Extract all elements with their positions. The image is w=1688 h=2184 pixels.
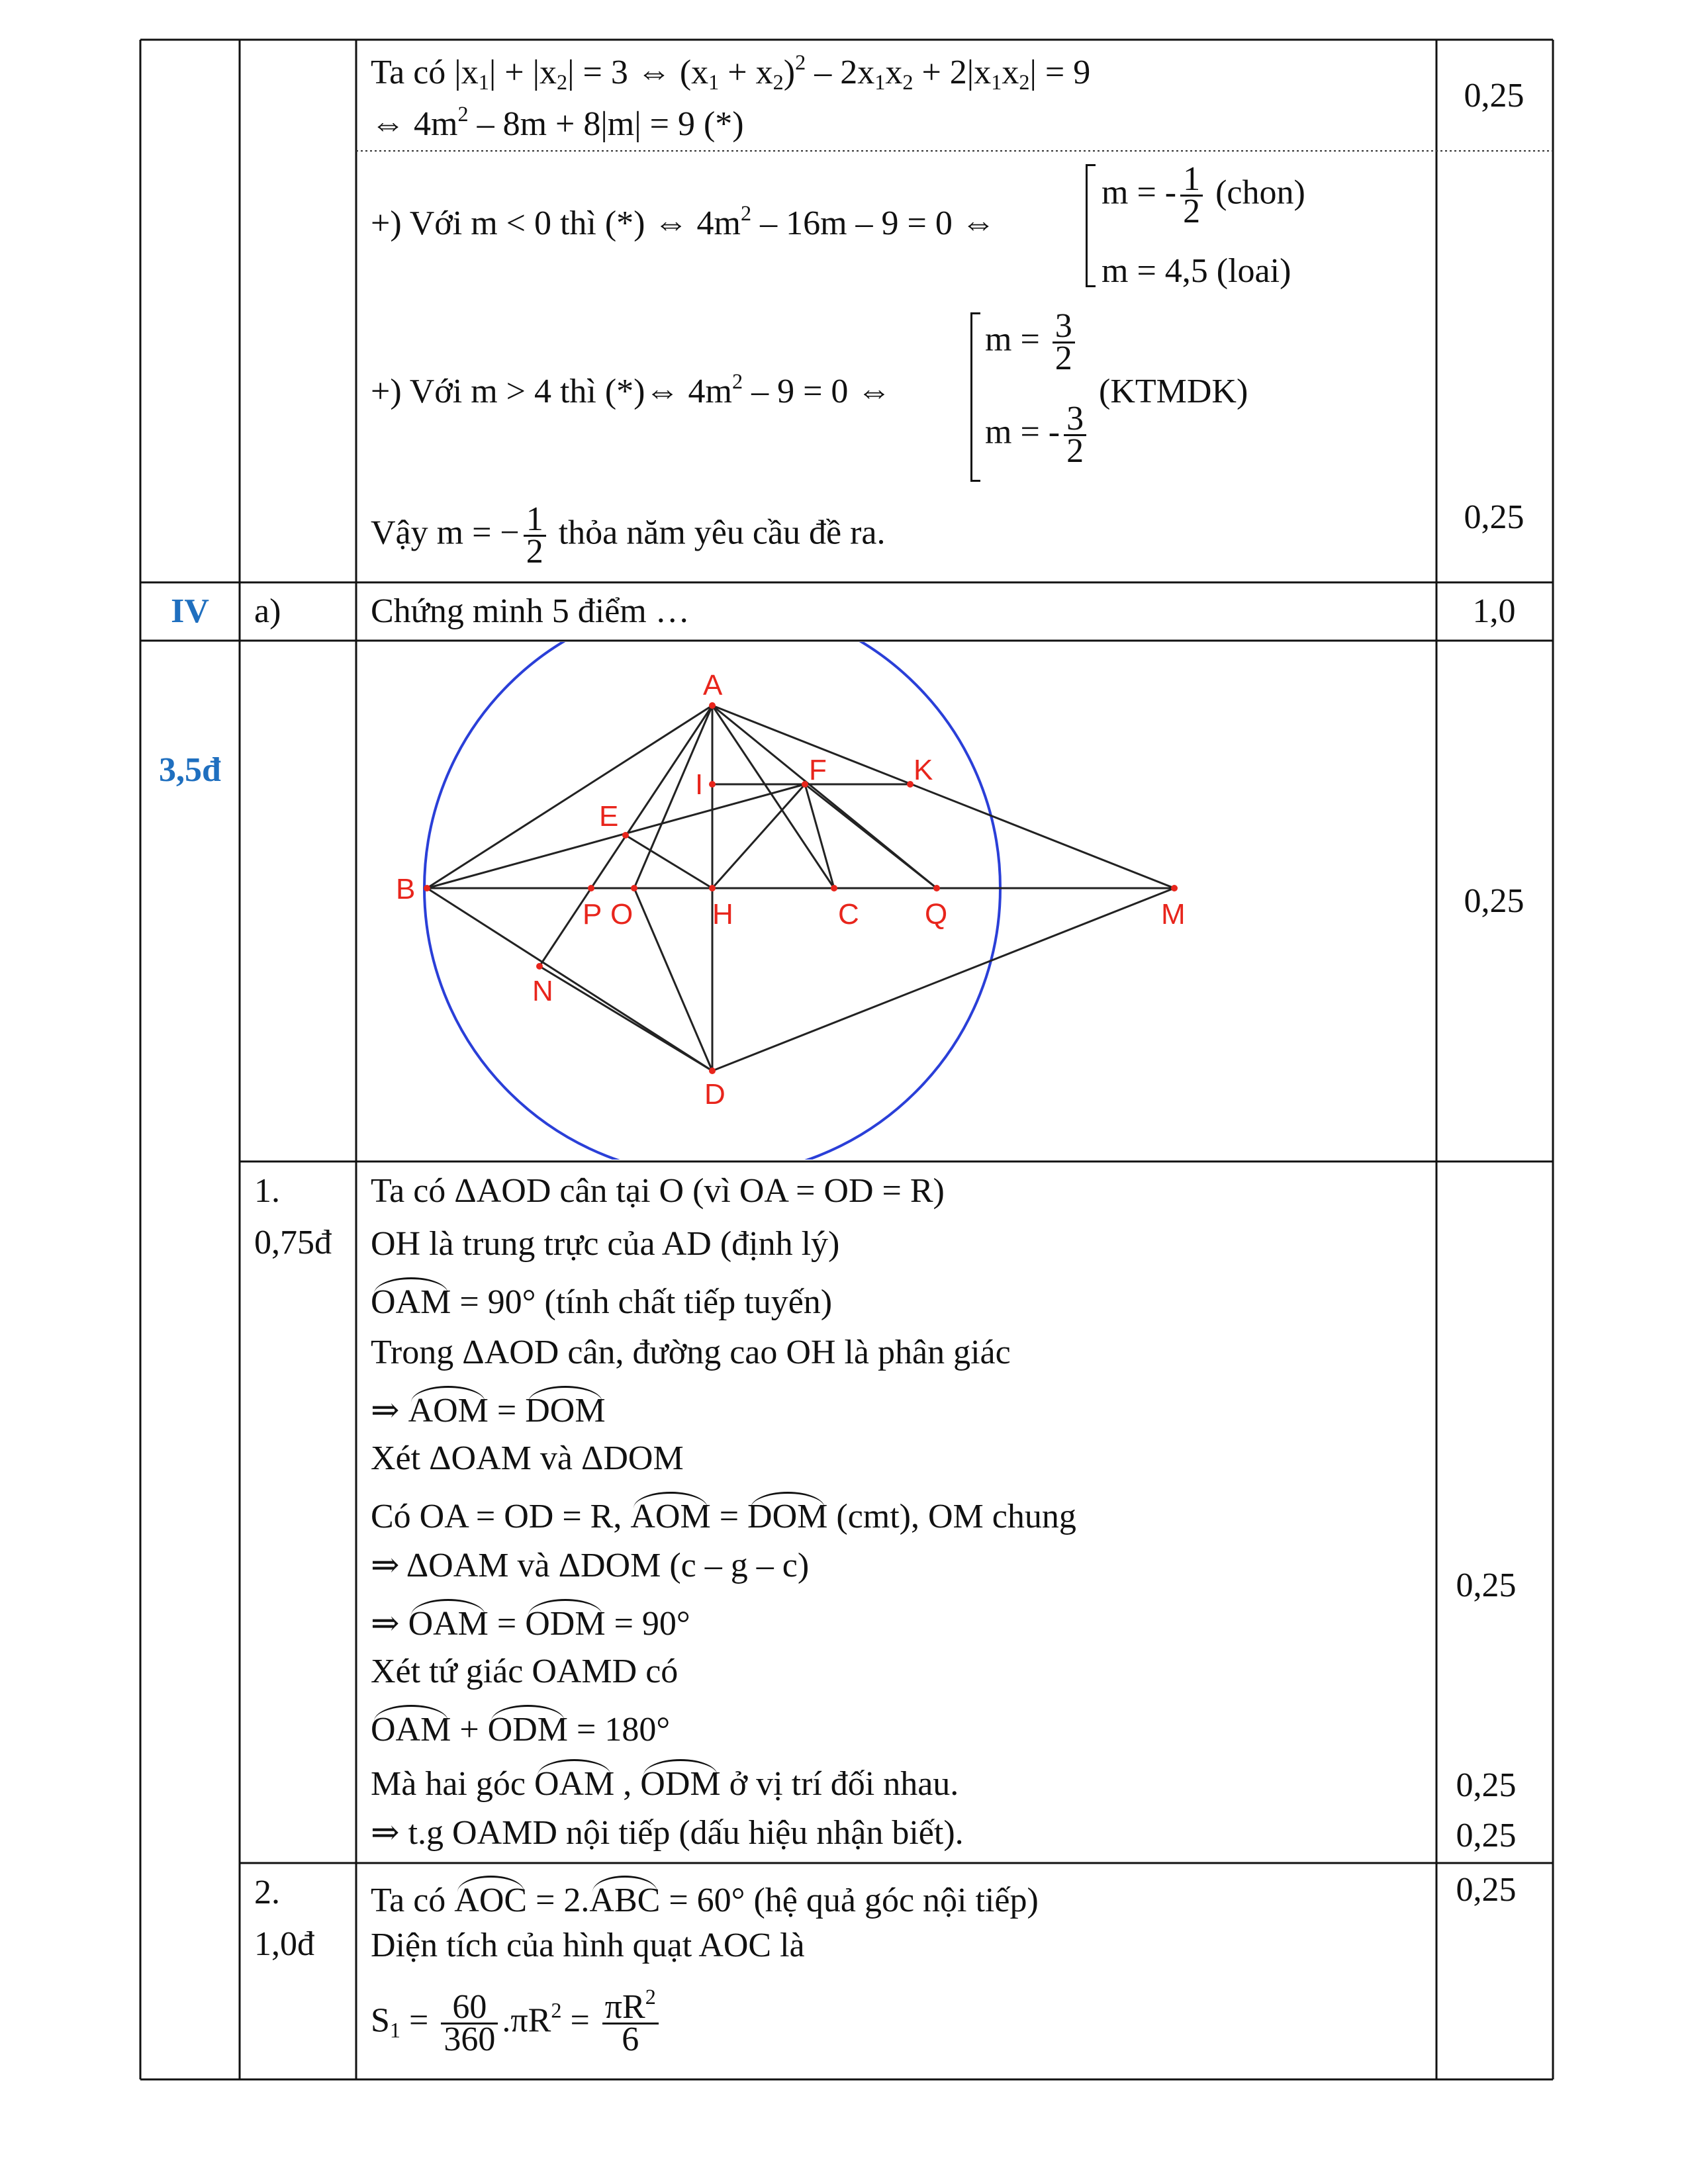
- part1-line-6: Xét ΔOAM và ΔDOM: [371, 1439, 684, 1477]
- part1-score-b: 0,25: [1456, 1766, 1517, 1804]
- case-2-option-1: m = $\frac{3}{2}$: [985, 311, 1079, 374]
- label-A: A: [703, 669, 723, 702]
- part2-score: 0,25: [1456, 1871, 1517, 1909]
- case-1-option-2: m = 4,5 (loai): [1102, 252, 1291, 290]
- label-K: K: [914, 754, 933, 786]
- label-E: E: [599, 800, 619, 833]
- part1-line-2: OH là trung trực của AD (định lý): [371, 1225, 840, 1263]
- part-points: 1,0: [1472, 592, 1516, 630]
- part1-line-4: Trong ΔAOD cân, đường cao OH là phân giác: [371, 1334, 1011, 1371]
- eq-line-2: ⇔ $4m^2 - 8m + 8|m| = 9$ (*): [371, 102, 744, 143]
- figure-score: 0,25: [1464, 882, 1524, 920]
- part1-line-3: OAM = 90° (tính chất tiếp tuyến): [371, 1279, 832, 1322]
- segment-AP: [591, 705, 712, 888]
- case-2-bracket: [970, 312, 980, 482]
- score-2: 0,25: [1464, 498, 1524, 536]
- part1-line-10: Xét tứ giác OAMD có: [371, 1653, 679, 1690]
- case-1-option-1: m = - $\frac{1}{2}$ (chon): [1102, 160, 1305, 230]
- label-D: D: [704, 1078, 726, 1111]
- part1-score-c: 0,25: [1456, 1817, 1517, 1854]
- part1-line-7: Có OA = OD = R, AOM = DOM (cmt), OM chung: [371, 1493, 1076, 1537]
- part2-number: 2.: [254, 1874, 280, 1911]
- case-2-line: +) Với m > 4 thì (*)⇔ $4m^2 - 9 = 0$ ⇔: [371, 369, 892, 410]
- geometry-figure: [357, 642, 1435, 1160]
- part2-points: 1,0đ: [254, 1925, 314, 1963]
- part1-line-5: ⇒ AOM = DOM: [371, 1387, 606, 1431]
- segment-AM: [712, 705, 1174, 888]
- part-description: Chứng minh 5 điểm …: [371, 592, 690, 630]
- segment-OD: [634, 888, 712, 1071]
- sector-area-formula: $S_1$ = $\frac{60}{360}$ $.\pi R^2$ = $\frac{\pi R^2}{6}$: [371, 1992, 663, 2055]
- part1-line-13: ⇒ t.g OAMD nội tiếp (dấu hiệu nhận biết).: [371, 1814, 964, 1852]
- side-points: 3,5đ: [159, 751, 221, 789]
- conclusion: Vậy m = − $\frac{1}{2}$ thỏa năm yêu cầu đề ra.: [371, 500, 886, 570]
- label-O: O: [610, 898, 633, 931]
- part1-line-1: Ta có ΔAOD cân tại O (vì OA = OD = R): [371, 1172, 945, 1210]
- label-H: H: [712, 898, 733, 931]
- label-F: F: [809, 754, 827, 786]
- part2-line-2: Diện tích của hình quạt AOC là: [371, 1927, 805, 1964]
- case-2-option-2: m = - $\frac{3}{2}$: [985, 404, 1090, 467]
- label-C: C: [838, 898, 859, 931]
- part1-line-12: Mà hai góc OAM , ODM ở vị trí đối nhau.: [371, 1760, 959, 1804]
- label-M: M: [1161, 898, 1186, 931]
- label-B: B: [396, 873, 416, 905]
- part1-line-11: OAM + ODM = 180°: [371, 1706, 670, 1750]
- segment-AC: [712, 705, 834, 888]
- eq-line-1: Ta có $|x_1| + |x_2| = 3$ ⇔ $(x_1 + x_2)^2 - 2x_1x_2 + 2|x_1x_2| = 9$: [371, 50, 1091, 95]
- label-Q: Q: [925, 898, 948, 931]
- part1-line-8: ⇒ ΔOAM và ΔDOM (c – g – c): [371, 1547, 810, 1584]
- label-I: I: [695, 768, 704, 801]
- part1-line-9: ⇒ OAM = ODM = 90°: [371, 1600, 690, 1644]
- part-label: a): [254, 592, 281, 630]
- segment-HF: [712, 784, 805, 888]
- label-P: P: [583, 898, 602, 931]
- part1-points: 0,75đ: [254, 1224, 332, 1261]
- case-1-bracket: [1086, 164, 1096, 287]
- part1-number: 1.: [254, 1172, 280, 1210]
- case-1-line: +) Với m < 0 thì (*) ⇔ $4m^2 - 16m - 9 = 0$ ⇔: [371, 201, 996, 242]
- score-1: 0,25: [1464, 77, 1524, 114]
- part2-line-1: Ta có AOC = 2.ABC = 60° (hệ quả góc nội tiếp): [371, 1877, 1039, 1921]
- part1-score-a: 0,25: [1456, 1567, 1517, 1604]
- section-number: IV: [171, 592, 209, 630]
- label-N: N: [532, 975, 553, 1007]
- case-2-note: (KTMDK): [1099, 373, 1248, 410]
